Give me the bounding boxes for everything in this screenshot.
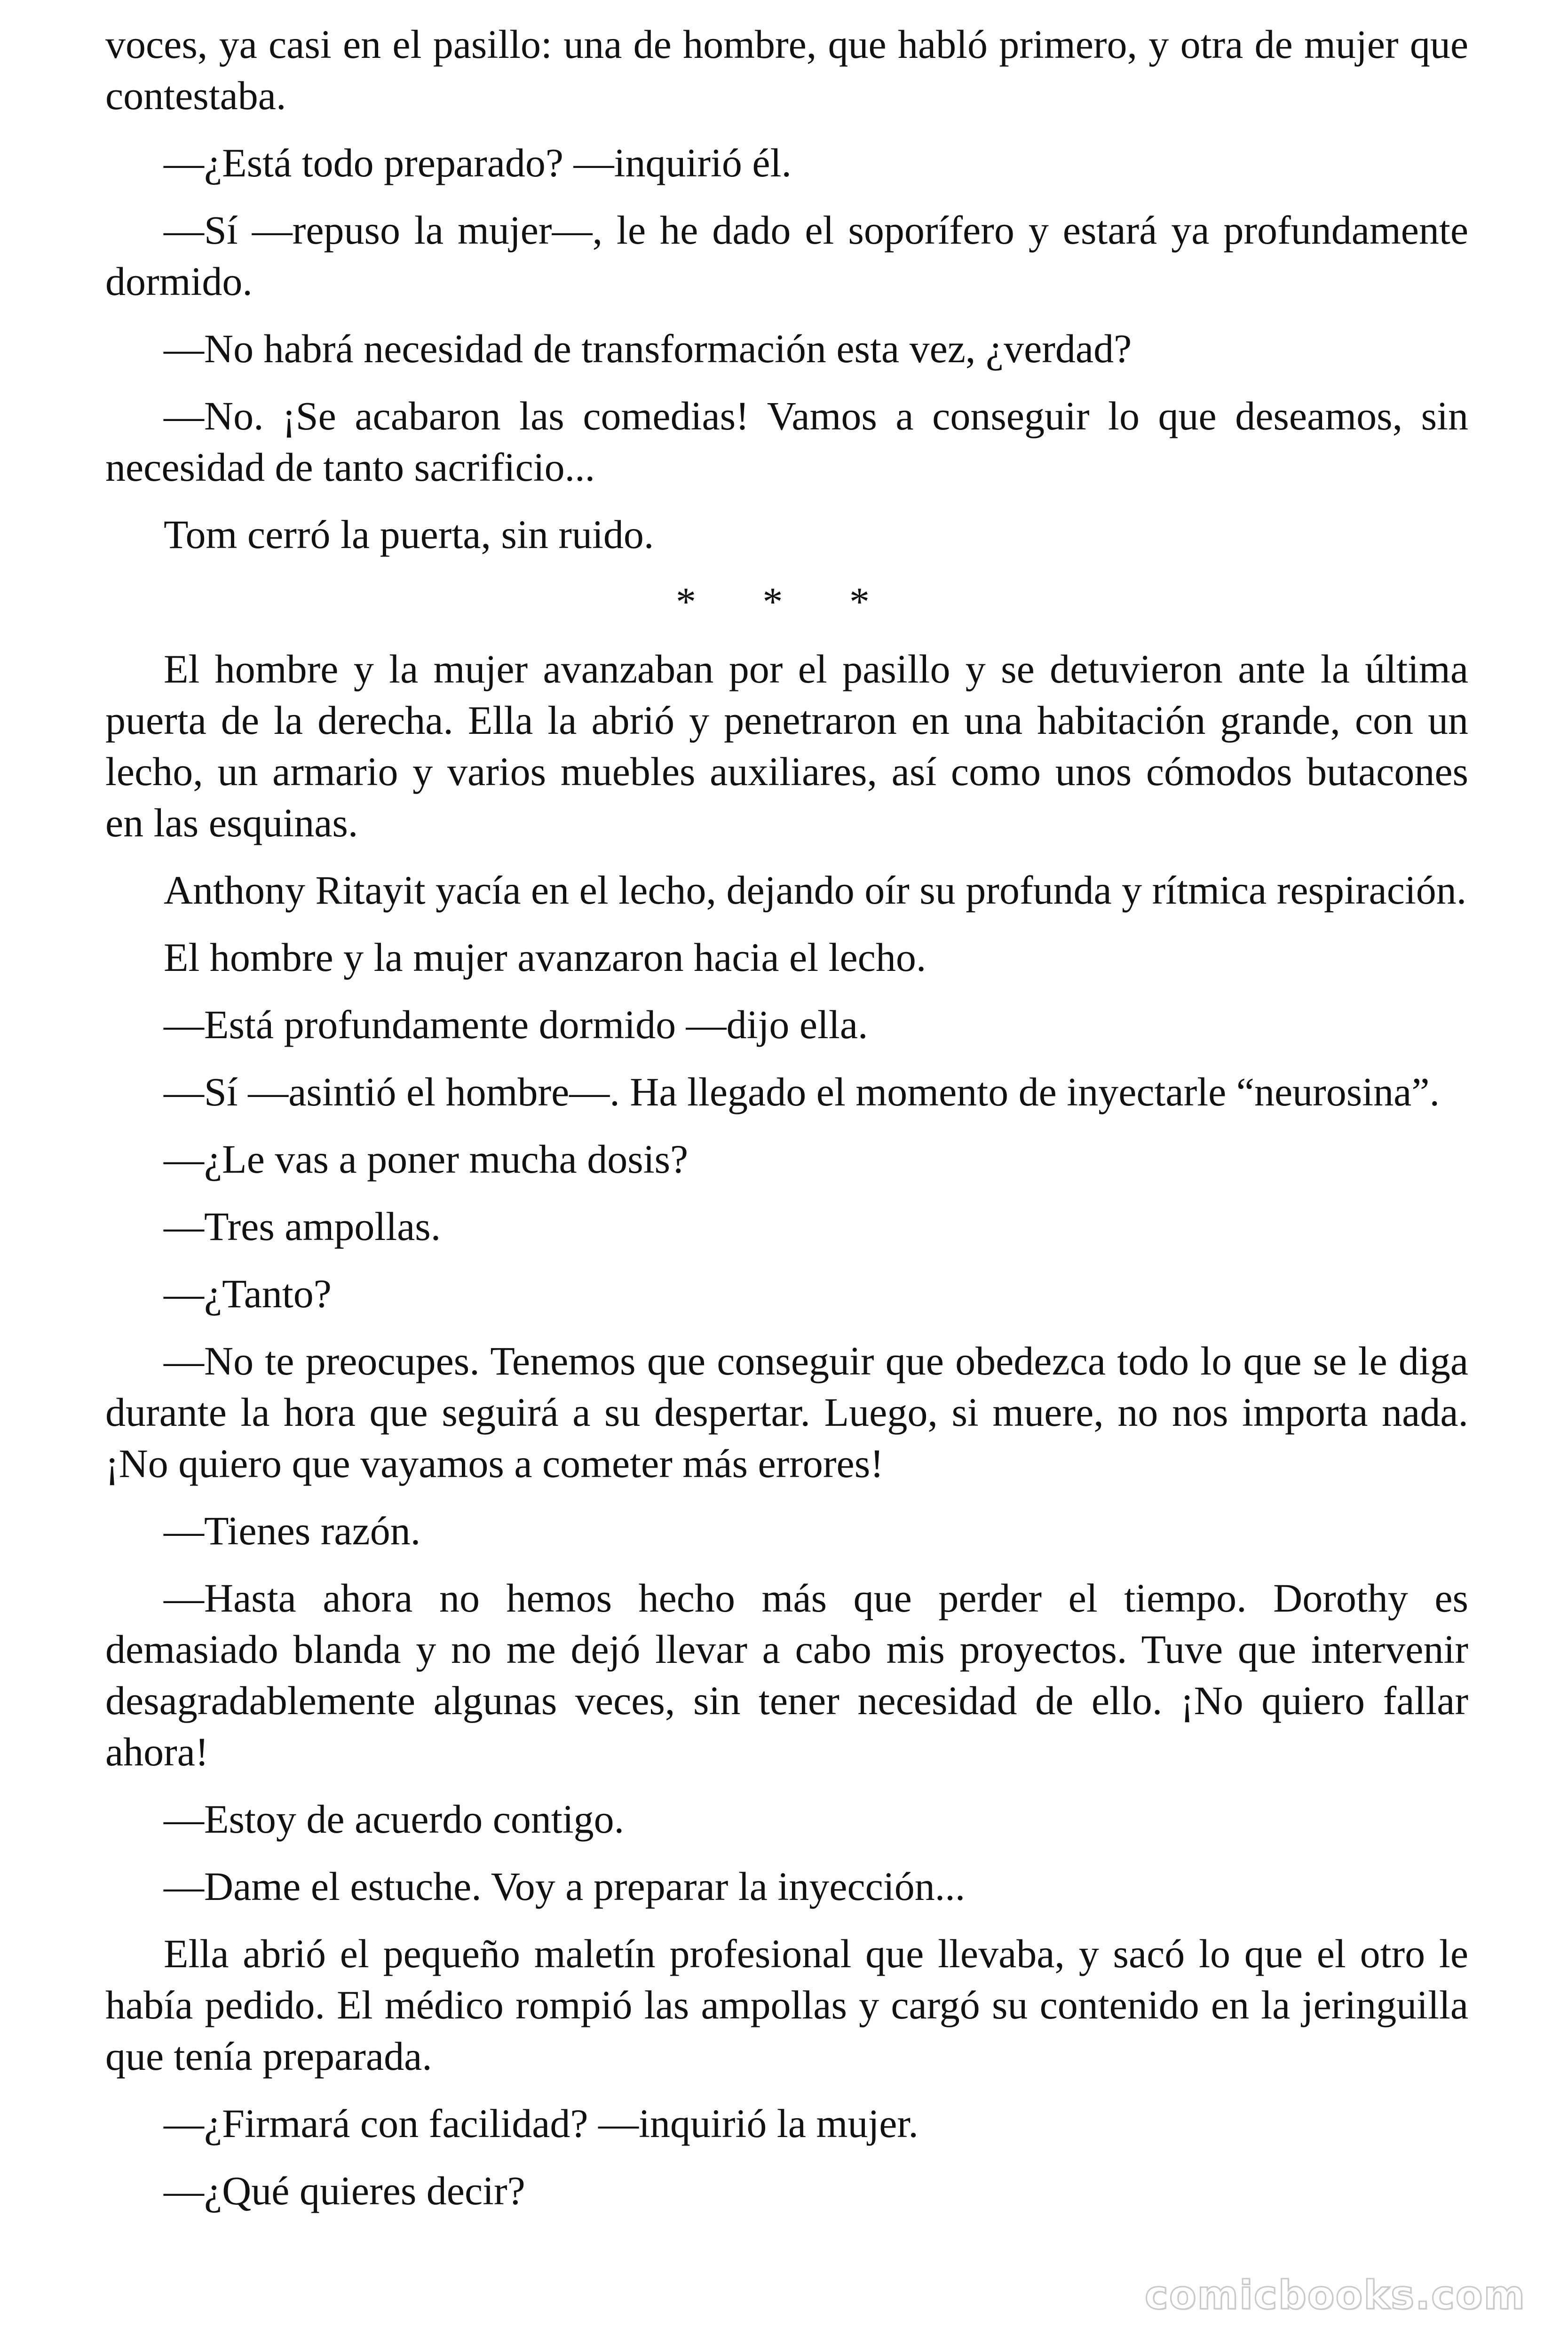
paragraph: —Está profundamente dormido —dijo ella. — [164, 1002, 868, 1047]
paragraph: El hombre y la mujer avanzaron hacia el lecho. — [164, 935, 927, 980]
paragraph: —Sí —repuso la mujer—, le he dado el soporífero y estará ya profundamente dormido. — [105, 207, 1468, 304]
paragraph: Anthony Ritayit yacía en el lecho, dejando oír su profunda y rítmica respiración. — [164, 867, 1467, 913]
watermark: comicbooks.com — [1145, 2272, 1526, 2318]
paragraph: —¿Firmará con facilidad? —inquirió la mujer. — [164, 2101, 919, 2146]
paragraph: —¿Qué quieres decir? — [164, 2168, 525, 2213]
paragraph: —No te preocupes. Tenemos que conseguir que obedezca todo lo que se le diga durante la hora que seguirá a su despertar. Luego, si muere, no nos importa nada. ¡No quiero que vayamos a cometer más errores! — [105, 1338, 1468, 1486]
paragraph: Tom cerró la puerta, sin ruido. — [164, 512, 654, 557]
paragraph: —Sí —asintió el hombre—. Ha llegado el momento de inyectarle “neurosina”. — [164, 1069, 1440, 1114]
paragraph: —¿Está todo preparado? —inquirió él. — [164, 140, 792, 185]
paragraph: —¿Le vas a poner mucha dosis? — [164, 1136, 689, 1182]
paragraph: —Dame el estuche. Voy a preparar la inyección... — [164, 1864, 966, 1909]
paragraph: —No habrá necesidad de transformación esta vez, ¿verdad? — [164, 326, 1132, 371]
paragraph: —Estoy de acuerdo contigo. — [164, 1796, 625, 1842]
paragraph: —¿Tanto? — [164, 1271, 332, 1316]
paragraph: voces, ya casi en el pasillo: una de hombre, que habló primero, y otra de mujer que contestaba. — [105, 22, 1468, 118]
paragraph: El hombre y la mujer avanzaban por el pasillo y se detuvieron ante la última puerta de la derecha. Ella la abrió y penetraron en una habitación grande, con un lecho, un armario y varios muebles auxiliares, así como unos cómodos butacones en las esquinas. — [105, 646, 1468, 845]
section-separator: * * * — [676, 579, 898, 624]
paragraph: —Hasta ahora no hemos hecho más que perder el tiempo. Dorothy es demasiado blanda y no me dejó llevar a cabo mis proyectos. Tuve que intervenir desagradablemente algunas veces, sin tener necesidad de ello. ¡No quiero fallar ahora! — [105, 1575, 1468, 1774]
document-page — [105, 19, 1468, 2233]
paragraph: —Tienes razón. — [164, 1508, 421, 1553]
paragraph: —No. ¡Se acabaron las comedias! Vamos a conseguir lo que deseamos, sin necesidad de tanto sacrificio... — [105, 393, 1468, 490]
paragraph: —Tres ampollas. — [164, 1204, 441, 1249]
paragraph: Ella abrió el pequeño maletín profesional que llevaba, y sacó lo que el otro le había pedido. El médico rompió las ampollas y cargó su contenido en la jeringuilla que tenía preparada. — [105, 1931, 1468, 2079]
